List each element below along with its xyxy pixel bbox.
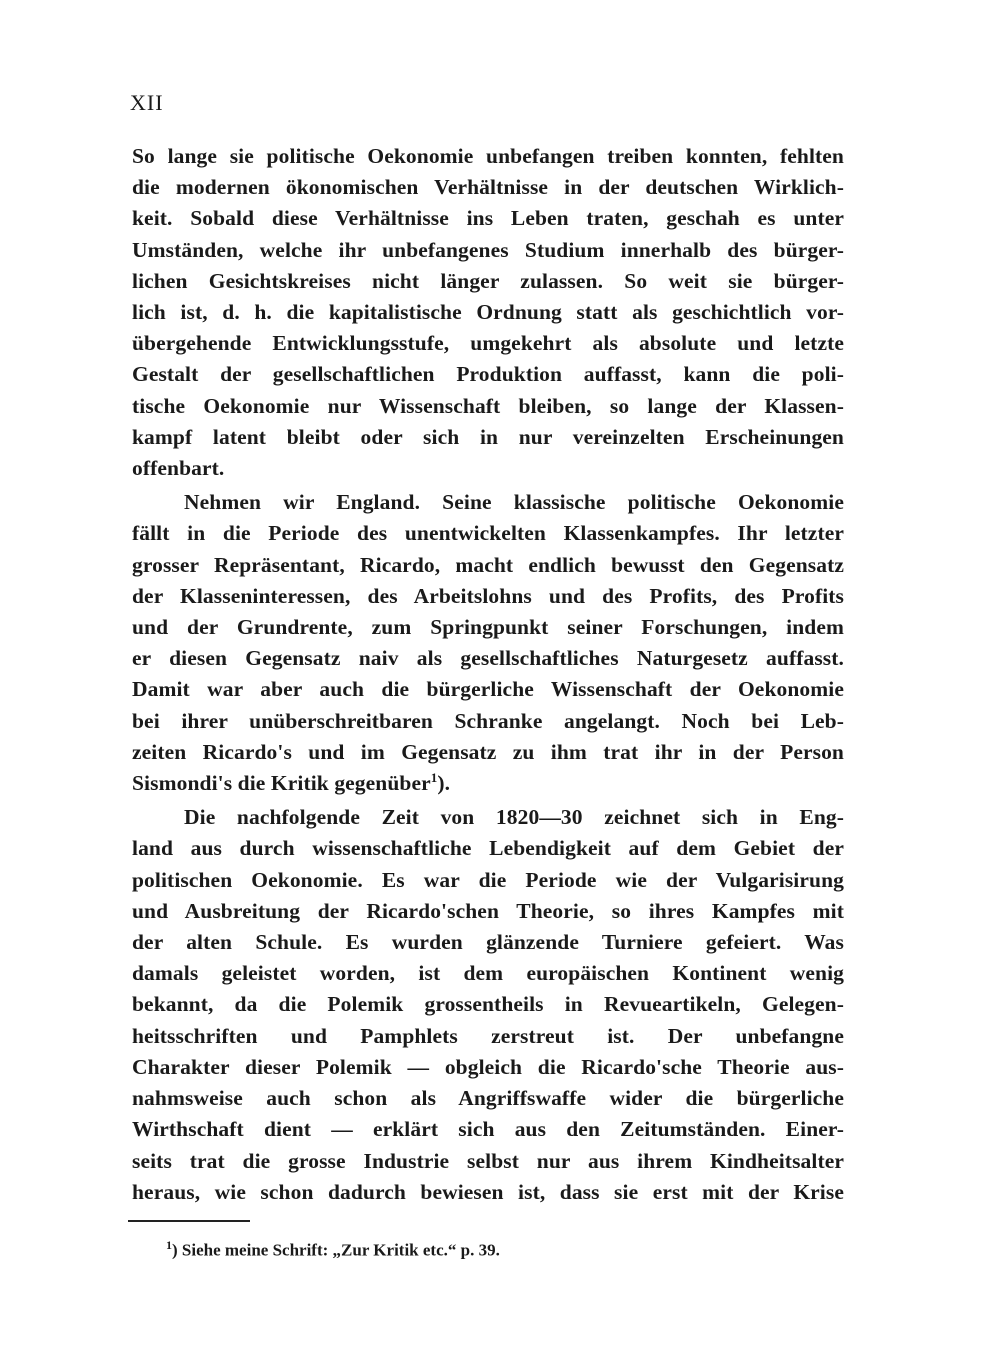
body-text — [132, 141, 844, 1208]
text-line: land aus durch wissenschaftliche Lebendigkeit auf dem Gebiet der — [132, 836, 844, 861]
text-line: bei ihrer unüberschreitbaren Schranke angelangt. Noch bei Leb- — [132, 708, 844, 733]
footnote-reference[interactable]: 1 — [430, 769, 438, 785]
paragraph-1 — [132, 141, 844, 484]
text-line: heitsschriften und Pamphlets zerstreut ist. Der unbefangne — [132, 1023, 844, 1048]
text-line: damals geleistet worden, ist dem europäischen Kontinent wenig — [132, 961, 844, 986]
text-line: Damit war aber auch die bürgerliche Wissenschaft der Oekonomie — [132, 677, 844, 702]
text-line: nahmsweise auch schon als Angriffswaffe wider die bürgerliche — [132, 1086, 844, 1111]
text-line: lichen Gesichtskreises nicht länger zulassen. So weit sie bürger- — [132, 268, 844, 293]
text-line: die modernen ökonomischen Verhältnisse in der deutschen Wirklich- — [132, 175, 844, 200]
text-fragment: ). — [437, 771, 451, 796]
paragraph-3 — [132, 802, 844, 1208]
text-line: offenbart. — [132, 456, 225, 481]
text-line: Gestalt der gesellschaftlichen Produktion auffasst, kann die poli- — [132, 362, 844, 387]
text-line: bekannt, da die Polemik grossentheils in Revueartikeln, Gelegen- — [132, 992, 844, 1017]
text-line: der Klasseninteressen, des Arbeitslohns und des Profits, des Profits — [132, 583, 844, 608]
text-line: Die nachfolgende Zeit von 1820—30 zeichnet sich in Eng- — [184, 805, 844, 830]
paragraph-2 — [132, 487, 844, 799]
page-number: XII — [130, 90, 164, 115]
footnote-text: ) Siehe meine Schrift: „Zur Kritik etc.“ p. 39. — [172, 1240, 500, 1260]
text-line: Wirthschaft dient — erklärt sich aus den Zeitumständen. Einer- — [132, 1117, 844, 1142]
text-line: zeiten Ricardo's und im Gegensatz zu ihm trat ihr in der Person — [132, 739, 844, 764]
footnote-mark: 1 — [166, 1238, 172, 1252]
text-line-with-footnote-ref — [132, 768, 844, 799]
text-line: er diesen Gegensatz naiv als gesellschaftliches Naturgesetz auffasst. — [132, 646, 844, 671]
text-line: Charakter dieser Polemik — obgleich die Ricardo'sche Theorie aus- — [132, 1054, 844, 1079]
text-line: und der Grundrente, zum Springpunkt seiner Forschungen, indem — [132, 615, 844, 640]
text-line: und Ausbreitung der Ricardo'schen Theorie, so ihres Kampfes mit — [132, 898, 844, 923]
text-line: So lange sie politische Oekonomie unbefangen treiben konnten, fehlten — [132, 144, 844, 168]
text-line: übergehende Entwicklungsstufe, umgekehrt als absolute und letzte — [132, 331, 844, 356]
text-line: kampf latent bleibt oder sich in nur vereinzelten Erscheinungen — [132, 424, 844, 449]
text-line: Umständen, welche ihr unbefangenes Studium innerhalb des bürger- — [132, 237, 844, 262]
text-line: seits trat die grosse Industrie selbst nur aus ihrem Kindheitsalter — [132, 1148, 844, 1173]
text-fragment: Sismondi's die Kritik gegenüber — [132, 771, 431, 796]
text-line: tische Oekonomie nur Wissenschaft bleiben, so lange der Klassen- — [132, 393, 844, 418]
text-line: fällt in die Periode des unentwickelten Klassenkampfes. Ihr letzter — [132, 521, 844, 546]
text-line: grosser Repräsentant, Ricardo, macht endlich bewusst den Gegensatz — [132, 552, 844, 577]
text-line: keit. Sobald diese Verhältnisse ins Leben traten, geschah es unter — [132, 206, 844, 231]
text-line: heraus, wie schon dadurch bewiesen ist, dass sie erst mit der Krise — [132, 1179, 844, 1204]
text-line: der alten Schule. Es wurden glänzende Turniere gefeiert. Was — [132, 930, 844, 955]
text-line: politischen Oekonomie. Es war die Periode wie der Vulgarisirung — [132, 867, 844, 892]
footnote-divider — [128, 1220, 250, 1222]
text-line: lich ist, d. h. die kapitalistische Ordnung statt als geschichtlich vor- — [132, 300, 844, 325]
text-line: Nehmen wir England. Seine klassische politische Oekonomie — [184, 490, 844, 515]
footnote — [166, 1238, 500, 1261]
